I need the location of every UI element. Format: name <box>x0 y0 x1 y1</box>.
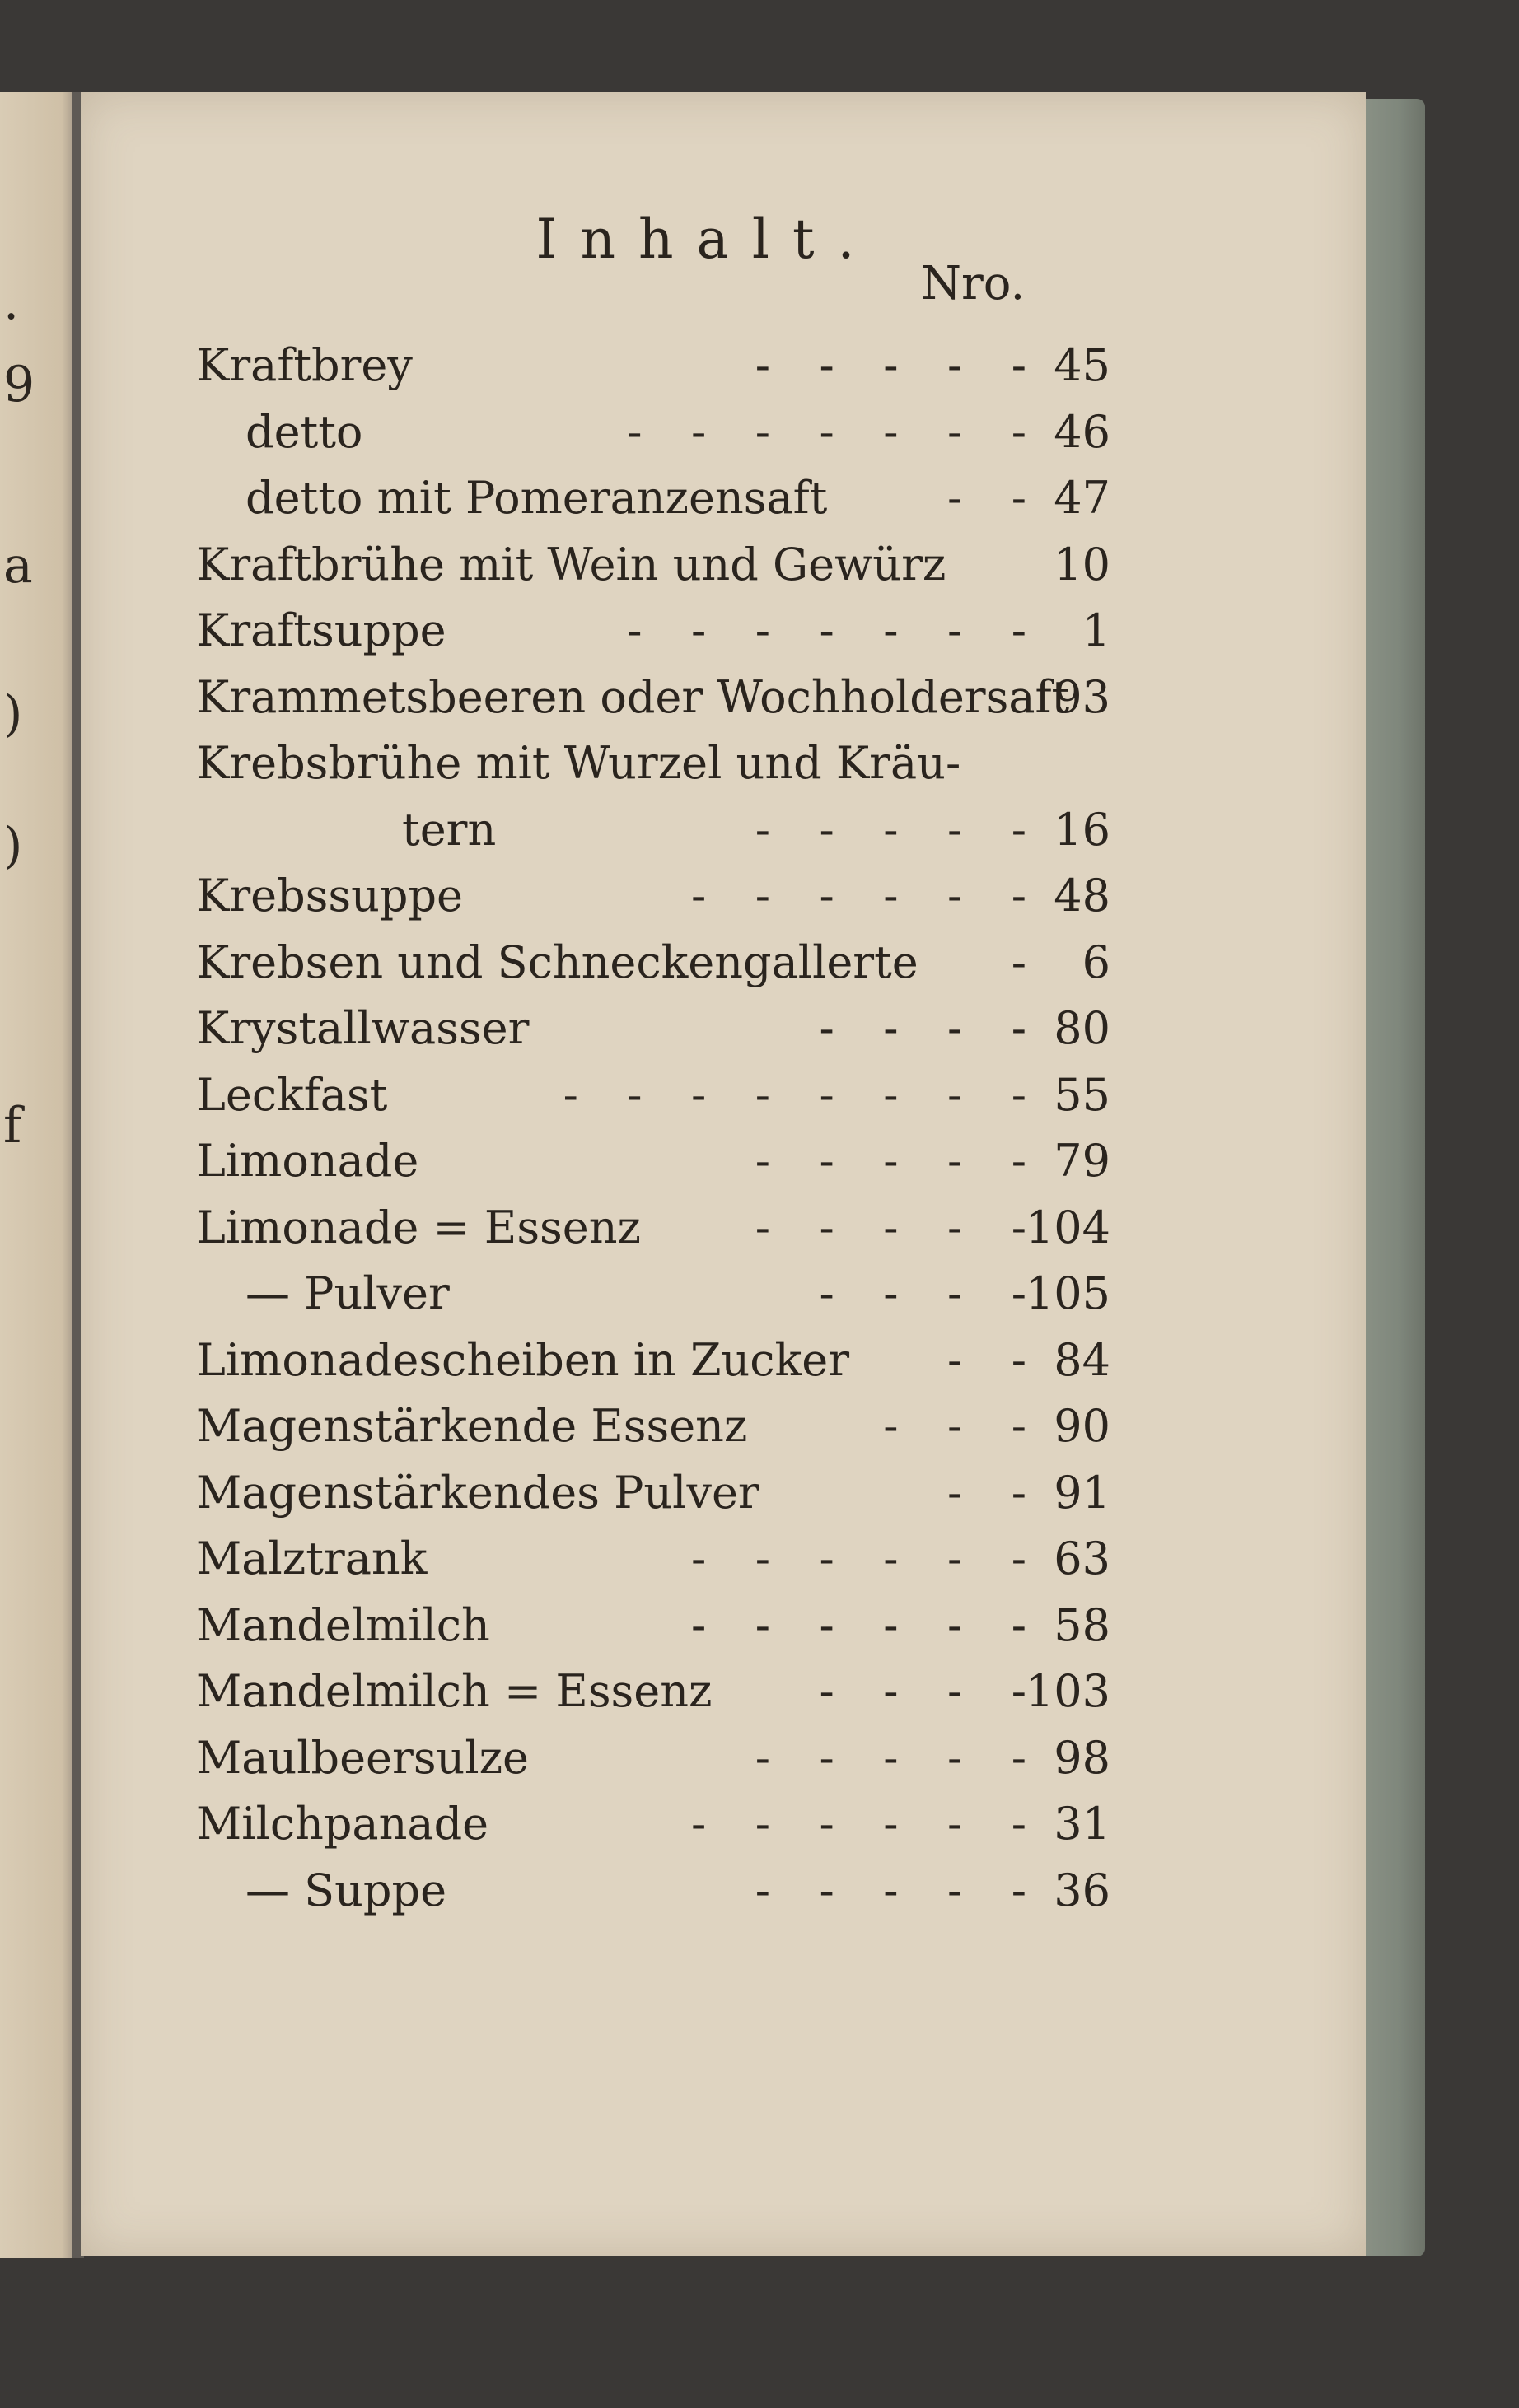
index-entry <box>81 604 1366 670</box>
entry-name: Magenstärkendes Pulver <box>196 1466 760 1519</box>
entry-leader-dashes: - - <box>947 472 1028 524</box>
index-entry <box>81 406 1366 472</box>
book-page <box>81 92 1366 2256</box>
entry-leader-dashes: - - <box>947 1466 1028 1519</box>
entry-number: 46 <box>1054 405 1110 458</box>
entry-leader-dashes: - - - - - - <box>691 870 1028 922</box>
index-entry <box>81 1798 1366 1864</box>
entry-name: detto mit Pomeranzensaft <box>245 472 828 524</box>
entry-leader-dashes: - <box>1011 936 1028 988</box>
entry-number: 105 <box>1025 1267 1110 1319</box>
entry-number: 79 <box>1054 1135 1110 1187</box>
entry-number: 55 <box>1054 1068 1110 1121</box>
entry-number: 80 <box>1054 1002 1110 1054</box>
entry-name: Krystallwasser <box>196 1002 530 1054</box>
index-entry <box>81 1533 1366 1598</box>
entry-leader-dashes: - - - - - - <box>691 1533 1028 1584</box>
entry-number: 6 <box>1082 936 1110 988</box>
entry-number: 45 <box>1054 339 1110 391</box>
entry-leader-dashes: - - - - - - - <box>627 604 1028 656</box>
index-entry <box>81 339 1366 405</box>
entry-name: Magenstärkende Essenz <box>196 1400 748 1452</box>
entry-name: Kraftsuppe <box>196 604 446 656</box>
index-entry <box>81 1135 1366 1201</box>
left-page-fragment: ) <box>3 817 23 875</box>
entry-number: 93 <box>1054 670 1110 723</box>
left-page-fragment: ) <box>3 685 23 743</box>
index-entry <box>81 1665 1366 1731</box>
entry-number: 58 <box>1054 1598 1110 1651</box>
index-entry <box>81 870 1366 936</box>
entry-leader-dashes: - - - - - <box>755 803 1028 856</box>
left-page-edge <box>0 92 77 2258</box>
index-entry <box>81 1069 1366 1135</box>
entry-name: Mandelmilch <box>196 1598 490 1651</box>
entry-name: Krebssuppe <box>196 870 463 922</box>
entry-name: Limonadescheiben in Zucker <box>196 1333 850 1386</box>
index-entry <box>81 1400 1366 1466</box>
entry-name: Maulbeersulze <box>196 1731 529 1784</box>
index-entry <box>81 539 1366 604</box>
entry-number: 91 <box>1054 1466 1110 1519</box>
entry-number: 98 <box>1054 1731 1110 1784</box>
entry-leader-dashes: - - - <box>883 1400 1028 1452</box>
left-page-fragment: . <box>3 273 20 331</box>
entry-leader-dashes: - - - - - - <box>691 1798 1028 1850</box>
entry-number: 84 <box>1054 1333 1110 1386</box>
entry-number: 16 <box>1054 803 1110 856</box>
entry-name: tern <box>402 803 497 856</box>
entry-name: Limonade = Essenz <box>196 1201 641 1253</box>
entry-leader-dashes: - - - - - - - - <box>563 1068 1028 1121</box>
entry-leader-dashes: - - - - <box>819 1002 1028 1054</box>
entry-name: detto <box>245 405 363 458</box>
entry-leader-dashes: - - - - - <box>755 1864 1028 1916</box>
index-entry <box>81 1202 1366 1267</box>
entry-name: Limonade <box>196 1135 419 1187</box>
index-entry <box>81 671 1366 737</box>
entry-name: Kraftbrey <box>196 339 413 391</box>
entry-number: 104 <box>1025 1201 1110 1253</box>
index-entry <box>81 472 1366 538</box>
index-entry <box>81 804 1366 870</box>
entry-name: Leckfast <box>196 1068 388 1121</box>
entry-leader-dashes: - - - - - - <box>691 1598 1028 1651</box>
index-entry <box>81 1599 1366 1665</box>
index-entry <box>81 1334 1366 1400</box>
index-entry <box>81 1732 1366 1798</box>
entry-number: 63 <box>1054 1533 1110 1584</box>
entry-leader-dashes: - - - - - <box>755 1201 1028 1253</box>
entry-number: 90 <box>1054 1400 1110 1452</box>
index-entry <box>81 1002 1366 1068</box>
index-entry <box>81 1267 1366 1333</box>
entry-leader-dashes: - - - - <box>819 1267 1028 1319</box>
entry-leader-dashes: - - - - <box>819 1665 1028 1717</box>
entry-name: Krebsen und Schneckengallerte <box>196 936 918 988</box>
entry-name: Krammetsbeeren oder Wochholdersaft <box>196 670 1070 723</box>
entry-number: 47 <box>1054 472 1110 524</box>
entry-name: Milchpanade <box>196 1798 489 1850</box>
entry-name: Kraftbrühe mit Wein und Gewürz <box>196 538 946 590</box>
entry-leader-dashes: - - - - - <box>755 1135 1028 1187</box>
entry-leader-dashes: - - - - - - - <box>627 405 1028 458</box>
left-page-fragment: f <box>3 1097 22 1155</box>
number-column-header: Nro. <box>921 257 1026 310</box>
left-page-fragment: a <box>3 537 33 595</box>
entry-number: 103 <box>1025 1665 1110 1717</box>
entry-number: 48 <box>1054 870 1110 922</box>
entry-number: 31 <box>1054 1798 1110 1850</box>
entry-name: Krebsbrühe mit Wurzel und Kräu- <box>196 737 961 789</box>
page-title: Inhalt. <box>535 208 878 271</box>
index-entry <box>81 1864 1366 1930</box>
entry-leader-dashes: - - - - - <box>755 339 1028 391</box>
entry-name: — Suppe <box>245 1864 447 1916</box>
entry-name: Malztrank <box>196 1533 428 1584</box>
entry-name: — Pulver <box>245 1267 450 1319</box>
left-page-fragment: 9 <box>3 356 35 413</box>
book-cover-board <box>1359 99 1425 2256</box>
entry-number: 1 <box>1082 604 1110 656</box>
entry-leader-dashes: - - <box>947 1333 1028 1386</box>
entry-number: 36 <box>1054 1864 1110 1916</box>
index-entry <box>81 1467 1366 1533</box>
entry-number: 10 <box>1054 538 1110 590</box>
index-entry <box>81 737 1366 803</box>
index-entry <box>81 936 1366 1002</box>
entry-leader-dashes: - - - - - <box>755 1731 1028 1784</box>
entry-name: Mandelmilch = Essenz <box>196 1665 713 1717</box>
